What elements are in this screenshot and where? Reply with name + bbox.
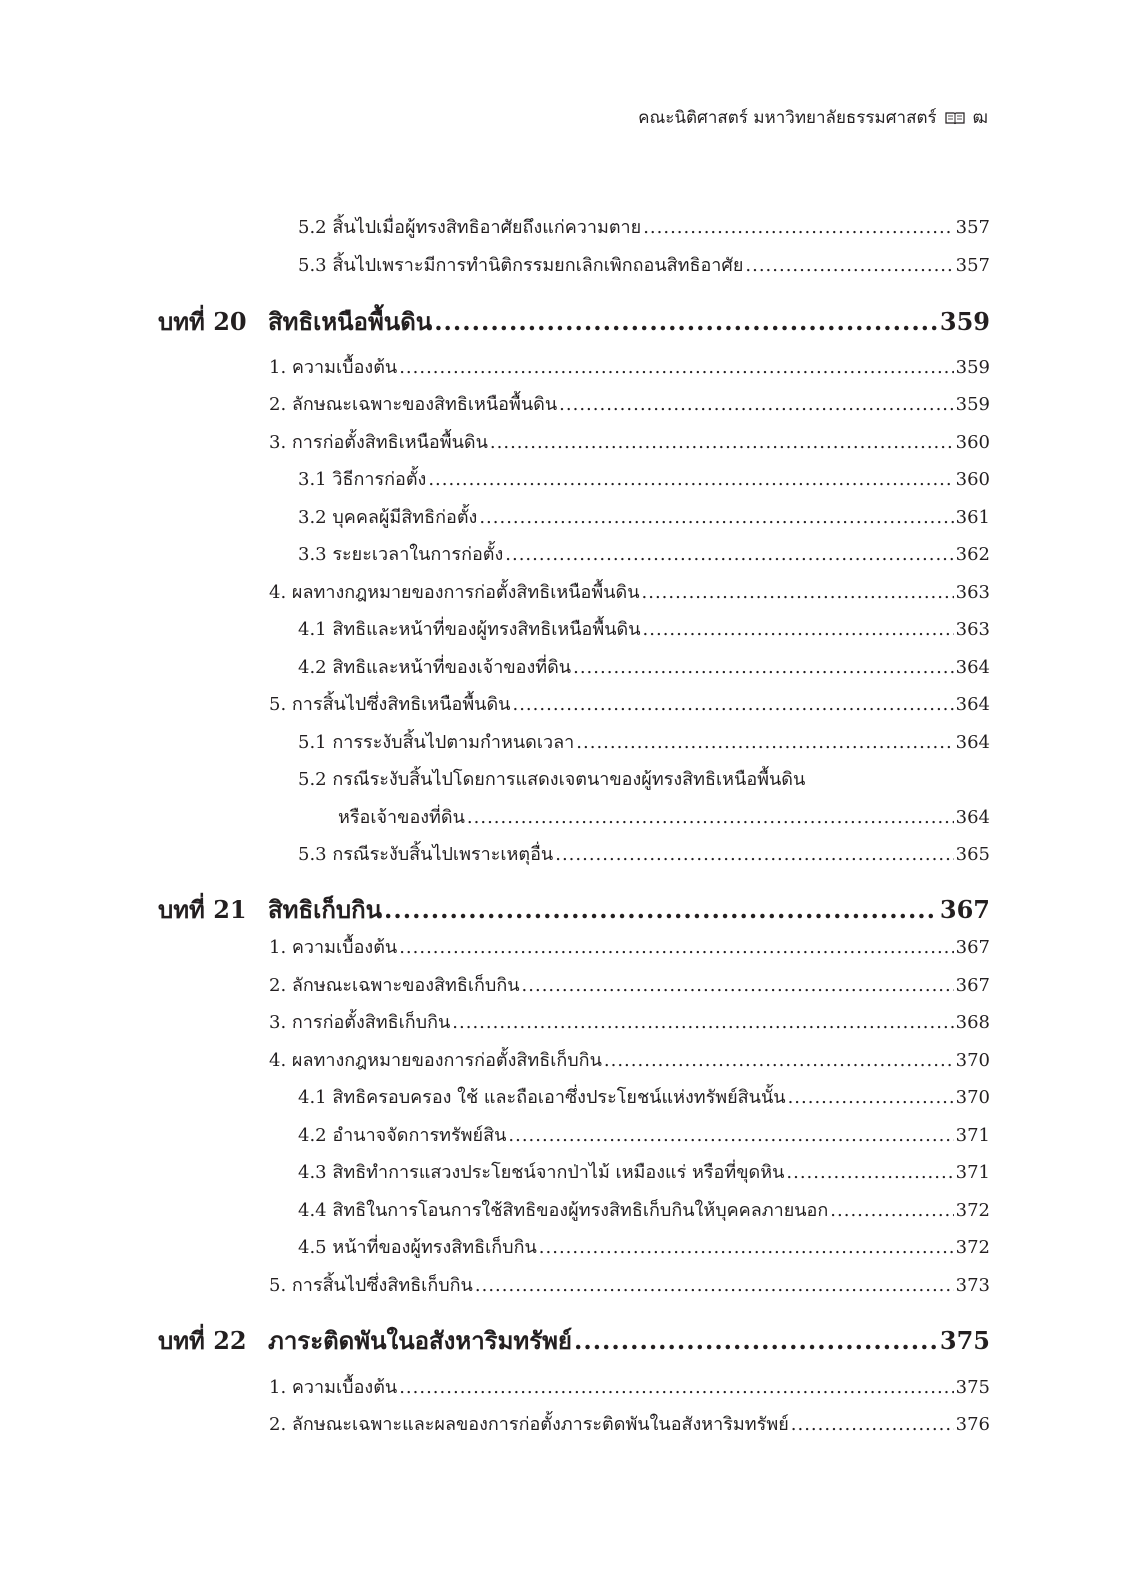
toc-leader-dots	[428, 469, 953, 490]
toc-leader-dots	[830, 1200, 953, 1221]
toc-leader-dots	[788, 1087, 954, 1108]
toc-leader-dots	[475, 1275, 954, 1296]
toc-entry-label: 1. ความเบื้องต้น	[269, 1377, 398, 1398]
toc-entry-page: 370	[955, 1087, 990, 1108]
toc-entry-page: 372	[955, 1200, 990, 1221]
toc-entry[interactable]	[269, 1007, 990, 1036]
toc-entry-page: 359	[955, 357, 990, 378]
toc-entry[interactable]	[298, 839, 990, 868]
toc-entry-page: 372	[955, 1237, 990, 1258]
toc-entry-label: 5.2 กรณีระงับสิ้นไปโดยการแสดงเจตนาของผู้ทรงสิทธิเหนือพื้นดิน	[298, 769, 806, 790]
toc-entry-label: 5.2 สิ้นไปเมื่อผู้ทรงสิทธิอาศัยถึงแก่ความตาย	[298, 217, 642, 238]
toc-leader-dots	[642, 582, 954, 603]
toc-leader-dots	[555, 844, 953, 865]
toc-entry[interactable]	[298, 502, 990, 531]
toc-entry-label: 5.3 กรณีระงับสิ้นไปเพราะเหตุอื่น	[298, 844, 554, 865]
toc-entry-continuation[interactable]	[338, 802, 990, 831]
toc-entry-page: 367	[955, 937, 990, 958]
toc-entry-label: 5.3 สิ้นไปเพราะมีการทำนิติกรรมยกเลิกเพิกถอนสิทธิอาศัย	[298, 255, 744, 276]
toc-entry-page: 376	[955, 1414, 990, 1435]
toc-entry-page: 360	[955, 469, 990, 490]
toc-entry[interactable]	[298, 764, 990, 793]
toc-entry-page: 364	[955, 732, 990, 753]
toc-entry-label: 4. ผลทางกฎหมายของการก่อตั้งสิทธิเก็บกิน	[269, 1050, 602, 1071]
toc-entry-page: 367	[955, 975, 990, 996]
toc-entry-label: 3. การก่อตั้งสิทธิเก็บกิน	[269, 1012, 451, 1033]
toc-entry-label: 2. ลักษณะเฉพาะของสิทธิเก็บกิน	[269, 975, 520, 996]
toc-chapter[interactable]	[158, 890, 990, 929]
toc-entry-label: 4.4 สิทธิในการโอนการใช้สิทธิของผู้ทรงสิทธิเก็บกินให้บุคคลภายนอก	[298, 1200, 829, 1221]
toc-leader-dots	[522, 975, 954, 996]
toc-entry-page: 361	[955, 507, 990, 528]
toc-entry-label: 5. การสิ้นไปซึ่งสิทธิเหนือพื้นดิน	[269, 694, 511, 715]
toc-entry[interactable]	[298, 1195, 990, 1224]
toc-entry-label: 3.2 บุคคลผู้มีสิทธิก่อตั้ง	[298, 507, 478, 528]
toc-leader-dots	[479, 507, 953, 528]
toc-entry-label: 2. ลักษณะเฉพาะและผลของการก่อตั้งภาระติดพันในอสังหาริมทรัพย์	[269, 1414, 789, 1435]
toc-leader-dots	[573, 657, 954, 678]
toc-entry-page: 357	[955, 255, 990, 276]
toc-entry[interactable]	[298, 1232, 990, 1261]
toc-chapter[interactable]	[158, 302, 990, 341]
toc-leader-dots	[512, 694, 953, 715]
toc-entry[interactable]	[269, 932, 990, 961]
toc-entry-page: 368	[955, 1012, 990, 1033]
toc-leader-dots	[399, 937, 953, 958]
toc-entry-label: 1. ความเบื้องต้น	[269, 937, 398, 958]
toc-entry-label: หรือเจ้าของที่ดิน	[338, 807, 465, 828]
toc-leader-dots	[452, 1012, 953, 1033]
chapter-page: 367	[939, 895, 990, 924]
toc-leader-dots	[559, 394, 953, 415]
toc-entry[interactable]	[269, 427, 990, 456]
toc-entry-page: 360	[955, 432, 990, 453]
toc-entry-label: 4.5 หน้าที่ของผู้ทรงสิทธิเก็บกิน	[298, 1237, 537, 1258]
toc-entry[interactable]	[298, 250, 990, 279]
toc-entry[interactable]	[269, 1270, 990, 1299]
toc-entry[interactable]	[269, 689, 990, 718]
book-icon	[945, 111, 965, 125]
toc-entry-page: 373	[955, 1275, 990, 1296]
toc-entry-label: 5.1 การระงับสิ้นไปตามกำหนดเวลา	[298, 732, 575, 753]
toc-leader-dots	[643, 619, 954, 640]
chapter-number: บทที่ 21	[158, 895, 247, 924]
toc-leader-dots	[384, 895, 938, 924]
toc-entry-page: 370	[955, 1050, 990, 1071]
toc-leader-dots	[399, 357, 953, 378]
toc-entry[interactable]	[269, 1409, 990, 1438]
toc-leader-dots	[490, 432, 954, 453]
toc-leader-dots	[508, 1125, 953, 1146]
toc-entry[interactable]	[298, 539, 990, 568]
toc-entry[interactable]	[298, 212, 990, 241]
toc-entry[interactable]	[298, 614, 990, 643]
toc-entry-page: 363	[955, 619, 990, 640]
toc-entry-page: 365	[955, 844, 990, 865]
toc-entry-label: 3. การก่อตั้งสิทธิเหนือพื้นดิน	[269, 432, 488, 453]
toc-entry-label: 3.3 ระยะเวลาในการก่อตั้ง	[298, 544, 504, 565]
toc-entry-label: 3.1 วิธีการก่อตั้ง	[298, 469, 427, 490]
toc-leader-dots	[399, 1377, 953, 1398]
chapter-page: 359	[939, 307, 990, 336]
toc-entry[interactable]	[269, 970, 990, 999]
toc-leader-dots	[745, 255, 953, 276]
toc-entry-page: 363	[955, 582, 990, 603]
toc-entry-page: 362	[955, 544, 990, 565]
toc-entry-label: 5. การสิ้นไปซึ่งสิทธิเก็บกิน	[269, 1275, 473, 1296]
toc-leader-dots	[434, 307, 938, 336]
toc-entry-label: 4. ผลทางกฎหมายของการก่อตั้งสิทธิเหนือพื้นดิน	[269, 582, 640, 603]
toc-leader-dots	[791, 1414, 954, 1435]
toc-entry-page: 371	[955, 1162, 990, 1183]
toc-leader-dots	[539, 1237, 954, 1258]
toc-leader-dots	[643, 217, 953, 238]
chapter-title: สิทธิเก็บกิน	[268, 895, 383, 924]
toc-entry-label: 4.2 อำนาจจัดการทรัพย์สิน	[298, 1125, 507, 1146]
toc-entry[interactable]	[269, 389, 990, 418]
toc-entry-page: 375	[955, 1377, 990, 1398]
toc-entry[interactable]	[298, 1082, 990, 1111]
chapter-number: บทที่ 20	[158, 307, 247, 336]
running-header	[638, 104, 988, 131]
toc-leader-dots	[576, 732, 953, 753]
toc-entry-page: 364	[955, 694, 990, 715]
toc-entry[interactable]	[298, 652, 990, 681]
chapter-title: ภาระติดพันในอสังหาริมทรัพย์	[268, 1326, 572, 1355]
toc-entry[interactable]	[298, 1120, 990, 1149]
toc-leader-dots	[505, 544, 953, 565]
toc-entry-label: 2. ลักษณะเฉพาะของสิทธิเหนือพื้นดิน	[269, 394, 558, 415]
toc-entry[interactable]	[269, 352, 990, 381]
toc-entry-label: 4.1 สิทธิและหน้าที่ของผู้ทรงสิทธิเหนือพื้นดิน	[298, 619, 641, 640]
toc-entry-page: 359	[955, 394, 990, 415]
toc-entry[interactable]	[298, 727, 990, 756]
toc-entry-page: 364	[955, 657, 990, 678]
toc-entry-label: 4.1 สิทธิครอบครอง ใช้ และถือเอาซึ่งประโยชน์แห่งทรัพย์สินนั้น	[298, 1087, 786, 1108]
toc-entry-page: 371	[955, 1125, 990, 1146]
toc-leader-dots	[574, 1326, 938, 1355]
toc-entry-page: 364	[955, 807, 990, 828]
page-number: ฒ	[972, 108, 988, 128]
toc-entry[interactable]	[298, 1157, 990, 1186]
toc-leader-dots	[467, 807, 954, 828]
toc-entry[interactable]	[269, 1045, 990, 1074]
toc-entry[interactable]	[269, 577, 990, 606]
toc-leader-dots	[604, 1050, 954, 1071]
toc-entry[interactable]	[298, 464, 990, 493]
toc-leader-dots	[786, 1162, 953, 1183]
chapter-number: บทที่ 22	[158, 1326, 247, 1355]
toc-chapter[interactable]	[158, 1321, 990, 1360]
toc-entry[interactable]	[269, 1372, 990, 1401]
toc-entry-label: 4.2 สิทธิและหน้าที่ของเจ้าของที่ดิน	[298, 657, 572, 678]
chapter-page: 375	[939, 1326, 990, 1355]
toc-entry-label: 4.3 สิทธิทำการแสวงประโยชน์จากป่าไม้ เหมืองแร่ หรือที่ขุดหิน	[298, 1162, 785, 1183]
header-title: คณะนิติศาสตร์ มหาวิทยาลัยธรรมศาสตร์	[638, 108, 937, 128]
chapter-title: สิทธิเหนือพื้นดิน	[268, 307, 433, 336]
toc-entry-page: 357	[955, 217, 990, 238]
toc-entry-label: 1. ความเบื้องต้น	[269, 357, 398, 378]
